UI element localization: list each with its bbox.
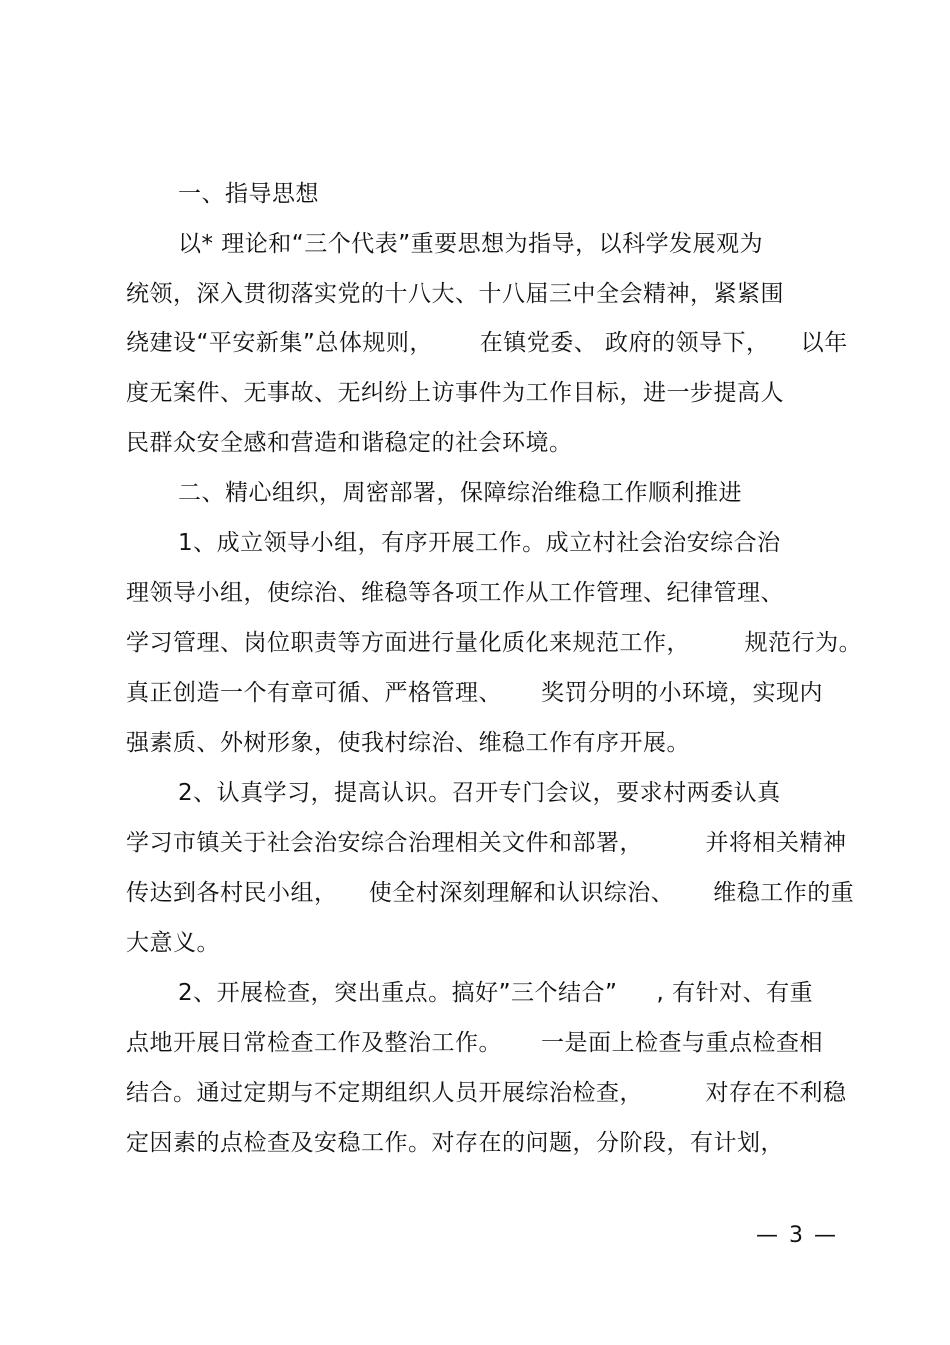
paragraph-line: 强素质、外树形象，使我村综治、维稳工作有序开展。 (126, 730, 690, 756)
paragraph-line: 理领导小组，使综治、维稳等各项工作从工作管理、纪律管理、 (126, 580, 784, 606)
paragraph-line: 传达到各村民小组， 使全村深刻理解和认识综治、 维稳工作的重 (126, 880, 855, 906)
paragraph-line: 1、成立领导小组，有序开展工作。成立村社会治安综合治 (178, 530, 781, 556)
paragraph-line: 学习市镇关于社会治安综合治理相关文件和部署， 并将相关精神 (126, 830, 847, 856)
paragraph-line: 定因素的点检查及安稳工作。对存在的问题，分阶段，有计划， (126, 1130, 784, 1156)
paragraph-line: 真正创造一个有章可循、严格管理、 奖罚分明的小环境，实现内 (126, 680, 824, 706)
page-number: — 3 — (756, 1223, 838, 1248)
paragraph-line: 结合。通过定期与不定期组织人员开展综治检查， 对存在不利稳 (126, 1080, 847, 1106)
paragraph-line: 民群众安全感和营造和谐稳定的社会环境。 (126, 430, 573, 456)
paragraph-line: 绕建设“平安新集”总体规则， 在镇党委、 政府的领导下， 以年 (126, 330, 848, 356)
paragraph-line: 度无案件、无事故、无纠纷上访事件为工作目标，进一步提高人 (126, 380, 784, 406)
section-heading-2: 二、精心组织，周密部署，保障综治维稳工作顺利推进 (178, 480, 742, 506)
paragraph-line: 大意义。 (126, 930, 220, 956)
paragraph-line: 学习管理、岗位职责等方面进行量化质化来规范工作， 规范行为。 (126, 630, 863, 656)
section-heading-1: 一、指导思想 (178, 181, 319, 207)
paragraph-line: 2、认真学习，提高认识。召开专门会议，要求村两委认真 (178, 780, 781, 806)
paragraph-line: 点地开展日常检查工作及整治工作。 一是面上检查与重点检查相 (126, 1030, 824, 1056)
paragraph-line: 统领，深入贯彻落实党的十八大、十八届三中全会精神，紧紧围 (126, 281, 784, 307)
paragraph-line: 2、开展检查，突出重点。搞好”三个结合” , 有针对、有重 (178, 980, 814, 1006)
paragraph-line: 以* 理论和“三个代表”重要思想为指导，以科学发展观为 (178, 231, 764, 257)
